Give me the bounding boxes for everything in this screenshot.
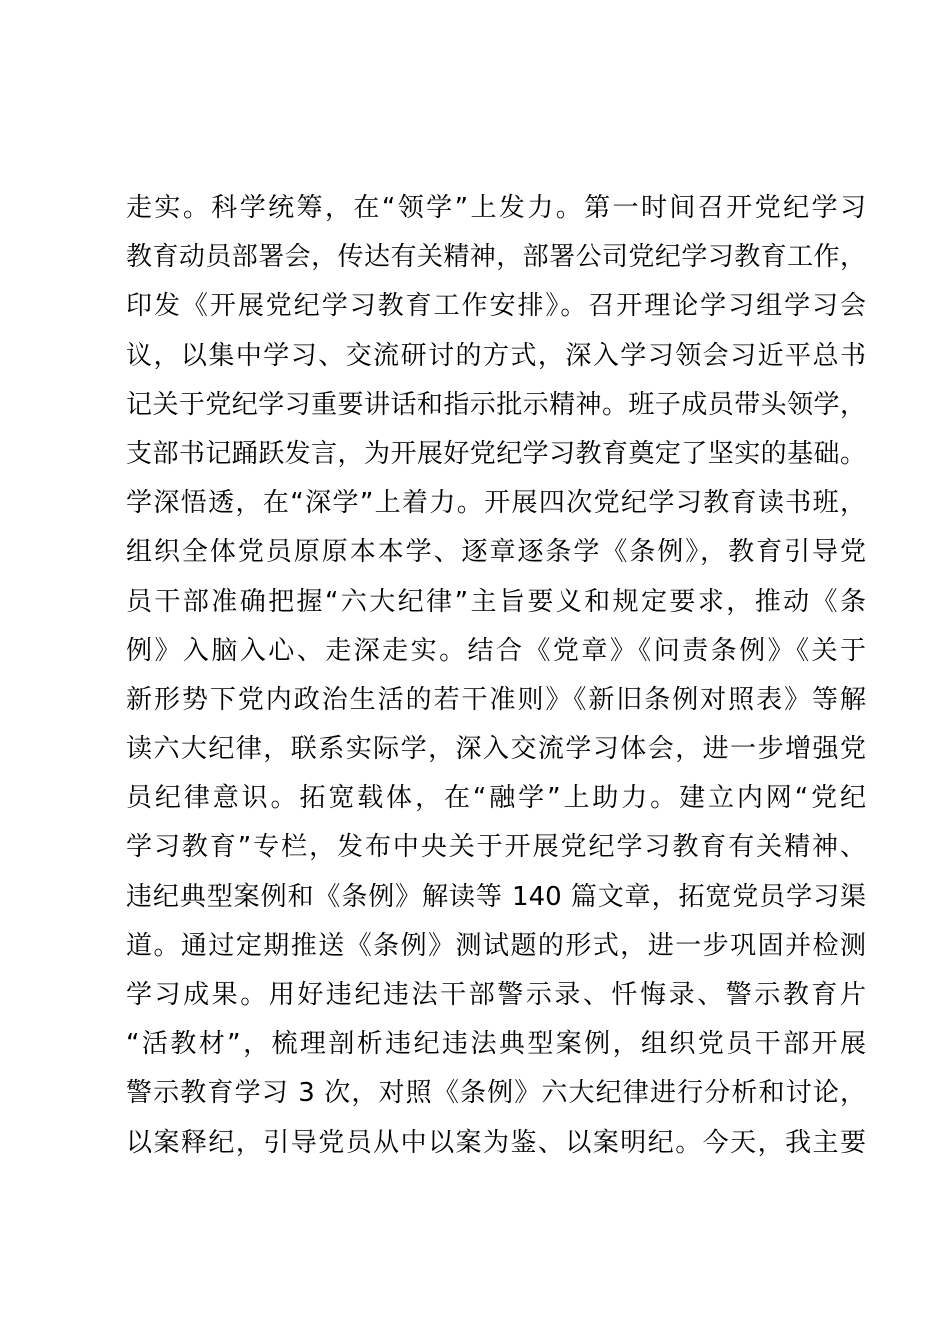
text-line: 学习成果。用好违纪违法干部警示录、忏悔录、警示教育片 [126, 980, 866, 1010]
text-line: 违纪典型案例和《条例》解读等 140 篇文章，拓宽党员学习渠 [126, 881, 866, 912]
text-line: 以案释纪，引导党员从中以案为鉴、以案明纪。今天，我主要 [126, 1127, 866, 1158]
text-line: 组织全体党员原原本本学、逐章逐条学《条例》，教育引导党 [126, 537, 866, 568]
text-line: 警示教育学习 3 次，对照《条例》六大纪律进行分析和讨论， [126, 1078, 866, 1109]
text-line: 印发《开展党纪学习教育工作安排》。召开理论学习组学习会 [126, 291, 866, 322]
text-line: 读六大纪律，联系实际学，深入交流学习体会，进一步增强党 [126, 734, 866, 765]
text-line: 支部书记踊跃发言，为开展好党纪学习教育奠定了坚实的基础。 [126, 438, 866, 469]
body-paragraph [126, 184, 866, 1168]
text-line: 走实。科学统筹，在“领学”上发力。第一时间召开党纪学习 [126, 193, 866, 223]
text-line: 教育动员部署会，传达有关精神，部署公司党纪学习教育工作， [126, 242, 866, 273]
text-line: 学深悟透，在“深学”上着力。开展四次党纪学习教育读书班， [126, 488, 866, 519]
text-line: 记关于党纪学习重要讲话和指示批示精神。班子成员带头领学， [126, 389, 866, 420]
text-line: “活教材”，梳理剖析违纪违法典型案例，组织党员干部开展 [126, 1029, 866, 1060]
text-line: 例》入脑入心、走深走实。结合《党章》《问责条例》《关于 [126, 635, 866, 666]
text-line: 员干部准确把握“六大纪律”主旨要义和规定要求，推动《条 [126, 586, 866, 617]
text-line: 道。通过定期推送《条例》测试题的形式，进一步巩固并检测 [126, 930, 866, 961]
text-line: 员纪律意识。拓宽载体，在“融学”上助力。建立内网“党纪 [126, 783, 866, 814]
text-line: 学习教育”专栏，发布中央关于开展党纪学习教育有关精神、 [126, 832, 866, 863]
text-line: 新形势下党内政治生活的若干准则》《新旧条例对照表》等解 [126, 684, 866, 715]
text-line: 议，以集中学习、交流研讨的方式，深入学习领会习近平总书 [126, 340, 866, 371]
